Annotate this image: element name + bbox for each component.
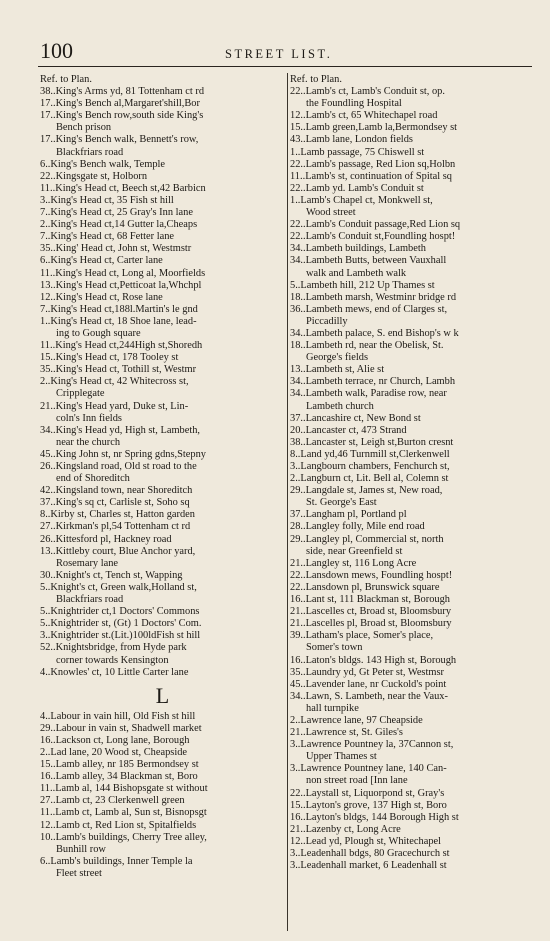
entry-line: 10..Lamb's buildings, Cherry Tree alley, bbox=[40, 831, 207, 843]
street-entry bbox=[290, 219, 535, 231]
entry-line: 26..Kittesford pl, Hackney road bbox=[40, 533, 172, 545]
street-entry bbox=[290, 763, 535, 787]
entry-line: 11..Lamb al, 144 Bishopsgate st without bbox=[40, 783, 208, 795]
street-entry bbox=[40, 98, 285, 110]
entry-line: 35..King' Head ct, John st, Westmstr bbox=[40, 243, 192, 255]
entry-line: 8..Kirby st, Charles st, Hatton garden bbox=[40, 509, 195, 521]
street-entry bbox=[290, 509, 535, 521]
entry-line: 2..King's Head ct,14 Gutter la,Cheaps bbox=[40, 219, 198, 231]
entry-line: 13..Kittleby court, Blue Anchor yard, bbox=[40, 545, 196, 557]
entry-line: 13..King's Head ct,Petticoat la,Whchpl bbox=[40, 279, 202, 291]
street-entry bbox=[290, 739, 535, 763]
street-entry bbox=[290, 570, 535, 582]
street-entry bbox=[40, 171, 285, 183]
entry-continuation: Lambeth church bbox=[306, 400, 374, 412]
entry-line: 18..Lambeth marsh, Westminr bridge rd bbox=[290, 291, 457, 303]
entry-continuation: Somer's town bbox=[306, 642, 363, 654]
entry-line: 29..Langley pl, Commercial st, north bbox=[290, 533, 444, 545]
entry-line: 3..Knightrider st.(Lit.)100ldFish st hill bbox=[40, 630, 201, 642]
entry-continuation: walk and Lambeth walk bbox=[306, 267, 407, 279]
entry-line: 37..King's sq ct, Carlisle st, Soho sq bbox=[40, 497, 190, 509]
entry-line: 11..King's Head ct,244High st,Shoredh bbox=[40, 340, 203, 352]
page-title: STREET LIST. bbox=[225, 47, 333, 61]
street-entry bbox=[290, 582, 535, 594]
street-entry bbox=[40, 630, 285, 642]
entry-line: 29..Langdale st, James st, New road, bbox=[290, 485, 443, 497]
street-entry bbox=[290, 848, 535, 860]
entry-line: 43..Lamb lane, London fields bbox=[290, 134, 413, 146]
entry-line: 35..Laundry yd, Gt Peter st, Westmsr bbox=[290, 666, 444, 678]
street-entry bbox=[290, 812, 535, 824]
entry-line: 8..Land yd,46 Turnmill st,Clerkenwell bbox=[290, 448, 450, 460]
entry-line: 15..Lamb green,Lamb la,Bermondsey st bbox=[290, 122, 458, 134]
entry-line: 21..Lascelles ct, Broad st, Bloomsbury bbox=[290, 606, 452, 618]
street-entry bbox=[40, 807, 285, 819]
entry-line: 4..Knowles' ct, 10 Little Carter lane bbox=[40, 666, 189, 678]
street-entry bbox=[40, 582, 285, 606]
street-entry bbox=[290, 195, 535, 219]
entry-line: 15..King's Head ct, 178 Tooley st bbox=[40, 352, 179, 364]
entry-line: 42..Kingsland town, near Shoreditch bbox=[40, 485, 193, 497]
street-entry bbox=[290, 304, 535, 328]
entry-line: 11..Lamb's st, continuation of Spital sq bbox=[290, 170, 452, 182]
entry-line: 12..Lamb's ct, 65 Whitechapel road bbox=[290, 110, 438, 122]
entry-line: 3..Leadenhall bdgs, 80 Gracechurch st bbox=[290, 848, 450, 859]
street-entry bbox=[290, 679, 535, 691]
street-entry bbox=[40, 711, 285, 723]
entry-line: 11..King's Head ct, Beech st,42 Barbicn bbox=[40, 182, 206, 194]
street-entry bbox=[40, 497, 285, 509]
street-entry bbox=[290, 630, 535, 654]
entry-line: 34..Lambeth buildings, Lambeth bbox=[290, 243, 426, 255]
street-entry bbox=[40, 231, 285, 243]
street-entry bbox=[40, 401, 285, 425]
entry-line: 2..Lawrence lane, 97 Cheapside bbox=[290, 714, 423, 726]
street-entry bbox=[40, 795, 285, 807]
street-entry bbox=[290, 328, 535, 340]
street-entry bbox=[40, 534, 285, 546]
street-entry bbox=[40, 316, 285, 340]
street-entry bbox=[290, 485, 535, 509]
entry-line: 22..Lamb yd. Lamb's Conduit st bbox=[290, 182, 424, 194]
street-entry bbox=[40, 747, 285, 759]
entry-line: 35..King's Head ct, Tothill st, Westmr bbox=[40, 364, 197, 376]
street-entry bbox=[290, 836, 535, 848]
entry-line: 38..Lancaster st, Leigh st,Burton cresnt bbox=[290, 436, 454, 448]
entry-line: 45..Lavender lane, nr Cuckold's point bbox=[290, 678, 447, 690]
entry-line: 52..Knightsbridge, from Hyde park bbox=[40, 642, 187, 654]
entry-continuation: non street road [Inn lane bbox=[306, 775, 408, 787]
entry-line: 12..Lamb ct, Red Lion st, Spitalfields bbox=[40, 819, 197, 831]
street-entry bbox=[290, 824, 535, 836]
entry-line: 12..Lead yd, Plough st, Whitechapel bbox=[290, 835, 442, 847]
street-entry bbox=[290, 558, 535, 570]
entry-line: 5..Knight's ct, Green walk,Holland st, bbox=[40, 581, 197, 593]
street-entry bbox=[290, 606, 535, 618]
entry-line: 21..Lazenby ct, Long Acre bbox=[290, 823, 401, 835]
entry-continuation: Upper Thames st bbox=[306, 751, 377, 763]
street-entry bbox=[40, 364, 285, 376]
street-entry bbox=[290, 860, 535, 872]
entry-line: 12..King's Head ct, Rose lane bbox=[40, 291, 163, 303]
entry-line: 1..King's Head ct, 18 Shoe lane, lead- bbox=[40, 315, 197, 327]
street-entry bbox=[290, 171, 535, 183]
page-number: 100 bbox=[40, 38, 73, 63]
street-entry bbox=[290, 340, 535, 364]
entry-continuation: Bunhill row bbox=[56, 843, 106, 855]
street-entry bbox=[40, 340, 285, 352]
street-entry bbox=[40, 509, 285, 521]
street-entry bbox=[290, 534, 535, 558]
street-entry bbox=[290, 655, 535, 667]
ref-label: Ref. to Plan. bbox=[290, 74, 342, 85]
street-entry bbox=[40, 783, 285, 795]
street-entry bbox=[290, 376, 535, 388]
header-rule bbox=[38, 66, 532, 67]
entry-continuation: corner towards Kensington bbox=[56, 654, 169, 666]
left-column bbox=[40, 74, 285, 880]
street-entry bbox=[290, 691, 535, 715]
street-entry bbox=[290, 413, 535, 425]
entry-line: 34..Lawn, S. Lambeth, near the Vaux- bbox=[290, 690, 448, 702]
street-entry bbox=[290, 618, 535, 630]
street-entry bbox=[290, 147, 535, 159]
entry-line: 5..Knightrider ct,1 Doctors' Commons bbox=[40, 606, 200, 618]
street-entry bbox=[40, 606, 285, 618]
entry-line: 1..Lamb passage, 75 Chiswell st bbox=[290, 146, 425, 158]
street-entry bbox=[40, 771, 285, 783]
entry-line: 34..Lambeth palace, S. end Bishop's w k bbox=[290, 327, 459, 339]
street-entry bbox=[290, 122, 535, 134]
entry-line: 5..Lambeth hill, 212 Up Thames st bbox=[290, 279, 435, 291]
entry-continuation: end of Shoreditch bbox=[56, 473, 130, 485]
entry-line: 16..Laton's bldgs. 143 High st, Borough bbox=[290, 654, 457, 666]
street-entry bbox=[40, 856, 285, 880]
entry-continuation: Blackfriars road bbox=[56, 146, 124, 158]
column-divider bbox=[287, 73, 288, 931]
entry-continuation: George's fields bbox=[306, 352, 368, 364]
street-entry bbox=[290, 473, 535, 485]
entry-continuation: Bench prison bbox=[56, 122, 112, 134]
entry-line: 11..Lamb ct, Lamb al, Sun st, Bisnopsgt bbox=[40, 807, 207, 819]
entry-line: 17..King's Bench row,south side King's bbox=[40, 110, 204, 122]
entry-line: 7..King's Head ct,188l.Martin's le gnd bbox=[40, 303, 198, 315]
street-entry bbox=[290, 388, 535, 412]
street-entry bbox=[290, 134, 535, 146]
entry-continuation: near the church bbox=[56, 436, 121, 448]
entry-line: 38..King's Arms yd, 81 Tottenham ct rd bbox=[40, 86, 205, 98]
street-entry bbox=[290, 594, 535, 606]
entry-line: 36..Lambeth mews, end of Clarges st, bbox=[290, 303, 448, 315]
street-entry bbox=[40, 449, 285, 461]
entry-line: 22..Lamb's Conduit st,Foundling hospt! bbox=[290, 231, 456, 243]
entry-line: 22..Lamb's passage, Red Lion sq,Holbn bbox=[290, 158, 456, 170]
entry-continuation: Piccadilly bbox=[306, 315, 348, 327]
ref-label: Ref. to Plan. bbox=[40, 74, 92, 85]
street-entry bbox=[40, 570, 285, 582]
street-entry bbox=[290, 425, 535, 437]
entry-continuation: the Foundling Hospital bbox=[306, 98, 402, 110]
street-entry bbox=[290, 86, 535, 110]
street-entry bbox=[40, 352, 285, 364]
street-entry bbox=[40, 425, 285, 449]
street-entry bbox=[40, 268, 285, 280]
l-entries bbox=[40, 711, 285, 880]
street-entry bbox=[40, 667, 285, 679]
entry-continuation: Wood street bbox=[306, 207, 356, 219]
street-entry bbox=[290, 667, 535, 679]
entry-continuation: ing to Gough square bbox=[56, 327, 141, 339]
street-entry bbox=[40, 134, 285, 158]
street-entry bbox=[40, 159, 285, 171]
entry-continuation: Cripplegate bbox=[56, 388, 105, 400]
entry-line: 11..King's Head ct, Long al, Moorfields bbox=[40, 267, 206, 279]
entry-continuation: Blackfriars road bbox=[56, 594, 124, 606]
entry-line: 5..Knightrider st, (Gt) 1 Doctors' Com. bbox=[40, 618, 202, 630]
street-entry bbox=[290, 521, 535, 533]
entry-continuation: Rosemary lane bbox=[56, 557, 119, 569]
entry-line: 15..Lamb alley, nr 185 Bermondsey st bbox=[40, 759, 199, 771]
street-entry bbox=[40, 376, 285, 400]
street-entry bbox=[40, 304, 285, 316]
entry-line: 16..Lamb alley, 34 Blackman st, Boro bbox=[40, 771, 198, 783]
street-entry bbox=[290, 727, 535, 739]
entry-line: 20..Lancaster ct, 473 Strand bbox=[290, 424, 407, 436]
entry-line: 7..King's Head ct, 25 Gray's Inn lane bbox=[40, 207, 193, 219]
street-entry bbox=[40, 86, 285, 98]
entry-line: 16..Lackson ct, Long lane, Borough bbox=[40, 734, 190, 746]
entry-line: 2..Langburn ct, Lit. Bell al, Colemn st bbox=[290, 473, 449, 485]
entry-line: 7..King's Head ct, 68 Fetter lane bbox=[40, 231, 175, 243]
street-entry bbox=[40, 735, 285, 747]
entry-continuation: side, near Greenfield st bbox=[306, 545, 403, 557]
entry-line: 39..Latham's place, Somer's place, bbox=[290, 630, 434, 642]
entry-line: 22..Lamb's ct, Lamb's Conduit st, op. bbox=[290, 86, 445, 98]
entry-line: 3..Lawrence Pountney la, 37Cannon st, bbox=[290, 739, 454, 751]
entry-line: 1..Lamb's Chapel ct, Monkwell st, bbox=[290, 194, 433, 206]
entry-line: 26..Kingsland road, Old st road to the bbox=[40, 461, 197, 472]
street-entry bbox=[40, 759, 285, 771]
entry-line: 3..Leadenhall market, 6 Leadenhall st bbox=[290, 860, 447, 872]
street-entry bbox=[290, 364, 535, 376]
entry-line: 45..King John st, nr Spring gdns,Stepny bbox=[40, 448, 206, 460]
entry-line: 27..Kirkman's pl,54 Tottenham ct rd bbox=[40, 521, 191, 533]
entry-line: 2..Lad lane, 20 Wood st, Cheapside bbox=[40, 746, 188, 758]
entry-continuation: Fleet street bbox=[56, 867, 102, 879]
street-entry bbox=[40, 183, 285, 195]
street-entry bbox=[40, 521, 285, 533]
entry-line: 3..Langbourn chambers, Fenchurch st, bbox=[290, 461, 450, 472]
street-entry bbox=[40, 461, 285, 485]
entry-line: 34..Lambeth Butts, between Vauxhall bbox=[290, 255, 447, 267]
street-entry bbox=[40, 243, 285, 255]
entry-continuation: coln's Inn fields bbox=[56, 412, 122, 424]
street-entry bbox=[40, 255, 285, 267]
street-entry bbox=[40, 292, 285, 304]
page-header bbox=[40, 38, 530, 68]
entry-line: 4..Labour in vain hill, Old Fish st hill bbox=[40, 710, 196, 722]
entry-line: 22..Lamb's Conduit passage,Red Lion sq bbox=[290, 219, 461, 231]
street-entry bbox=[290, 461, 535, 473]
entry-line: 21..Langley st, 116 Long Acre bbox=[290, 557, 417, 569]
entry-line: 3..Lawrence Pountney lane, 140 Can- bbox=[290, 763, 447, 775]
street-entry bbox=[40, 723, 285, 735]
street-entry bbox=[290, 292, 535, 304]
entry-line: 17..King's Bench walk, Bennett's row, bbox=[40, 134, 199, 146]
entry-line: 34..King's Head yd, High st, Lambeth, bbox=[40, 424, 201, 436]
entry-line: 37..Langham pl, Portland pl bbox=[290, 509, 407, 521]
street-entry bbox=[290, 110, 535, 122]
street-entry bbox=[290, 159, 535, 171]
street-entry bbox=[290, 280, 535, 292]
street-entry bbox=[290, 800, 535, 812]
entry-line: 22..Laystall st, Liquorpond st, Gray's bbox=[290, 787, 445, 799]
street-entry bbox=[40, 832, 285, 856]
street-entry bbox=[290, 243, 535, 255]
street-entry bbox=[40, 485, 285, 497]
entry-line: 15..Layton's grove, 137 High st, Boro bbox=[290, 799, 447, 811]
street-entry bbox=[40, 820, 285, 832]
street-entry bbox=[290, 437, 535, 449]
street-entry bbox=[290, 231, 535, 243]
street-entry bbox=[290, 449, 535, 461]
entry-line: 22..Kingsgate st, Holborn bbox=[40, 170, 148, 182]
street-entry bbox=[40, 219, 285, 231]
entry-line: 27..Lamb ct, 23 Clerkenwell green bbox=[40, 795, 185, 807]
street-entry bbox=[40, 642, 285, 666]
k-entries bbox=[40, 86, 285, 679]
street-entry bbox=[40, 110, 285, 134]
entry-line: 21..King's Head yard, Duke st, Lin- bbox=[40, 400, 189, 412]
entry-line: 22..Lansdown mews, Foundling hospt! bbox=[290, 569, 453, 581]
entry-line: 13..Lambeth st, Alie st bbox=[290, 364, 385, 376]
entry-continuation: St. George's East bbox=[306, 497, 377, 509]
entry-line: 37..Lancashire ct, New Bond st bbox=[290, 412, 421, 424]
entry-line: 22..Lansdown pl, Brunswick square bbox=[290, 581, 440, 593]
street-entry bbox=[290, 788, 535, 800]
street-entry bbox=[40, 195, 285, 207]
entry-line: 2..King's Head ct, 42 Whitecross st, bbox=[40, 376, 189, 388]
section-letter: L bbox=[155, 682, 170, 708]
street-entry bbox=[40, 280, 285, 292]
entry-line: 18..Lambeth rd, near the Obelisk, St. bbox=[290, 340, 444, 352]
entry-line: 6..King's Bench walk, Temple bbox=[40, 158, 166, 170]
entry-line: 6..Lamb's buildings, Inner Temple la bbox=[40, 855, 193, 867]
entry-line: 6..King's Head ct, Carter lane bbox=[40, 255, 163, 267]
street-entry bbox=[290, 715, 535, 727]
entry-line: 16..Lant st, 111 Blackman st, Borough bbox=[290, 594, 450, 606]
street-entry bbox=[290, 183, 535, 195]
right-entries bbox=[290, 86, 535, 872]
entry-line: 17..King's Bench al,Margaret'shill,Bor bbox=[40, 98, 200, 110]
street-entry bbox=[40, 618, 285, 630]
entry-line: 21..Lascelles pl, Broad st, Bloomsbury bbox=[290, 618, 452, 630]
entry-line: 34..Lambeth terrace, nr Church, Lambh bbox=[290, 376, 456, 388]
entry-line: 29..Labour in vain st, Shadwell market bbox=[40, 722, 202, 734]
entry-line: 28..Langley folly, Mile end road bbox=[290, 521, 425, 533]
entry-line: 30..Knight's ct, Tench st, Wapping bbox=[40, 569, 183, 581]
entry-line: 3..King's Head ct, 35 Fish st hill bbox=[40, 194, 174, 206]
entry-line: 34..Lambeth walk, Paradise row, near bbox=[290, 388, 447, 400]
street-entry bbox=[40, 207, 285, 219]
street-entry bbox=[40, 546, 285, 570]
street-entry bbox=[290, 255, 535, 279]
entry-line: 16..Layton's bldgs, 144 Borough High st bbox=[290, 811, 459, 823]
entry-continuation: hall turnpike bbox=[306, 702, 359, 714]
right-column bbox=[290, 74, 535, 872]
entry-line: 21..Lawrence st, St. Giles's bbox=[290, 727, 403, 739]
